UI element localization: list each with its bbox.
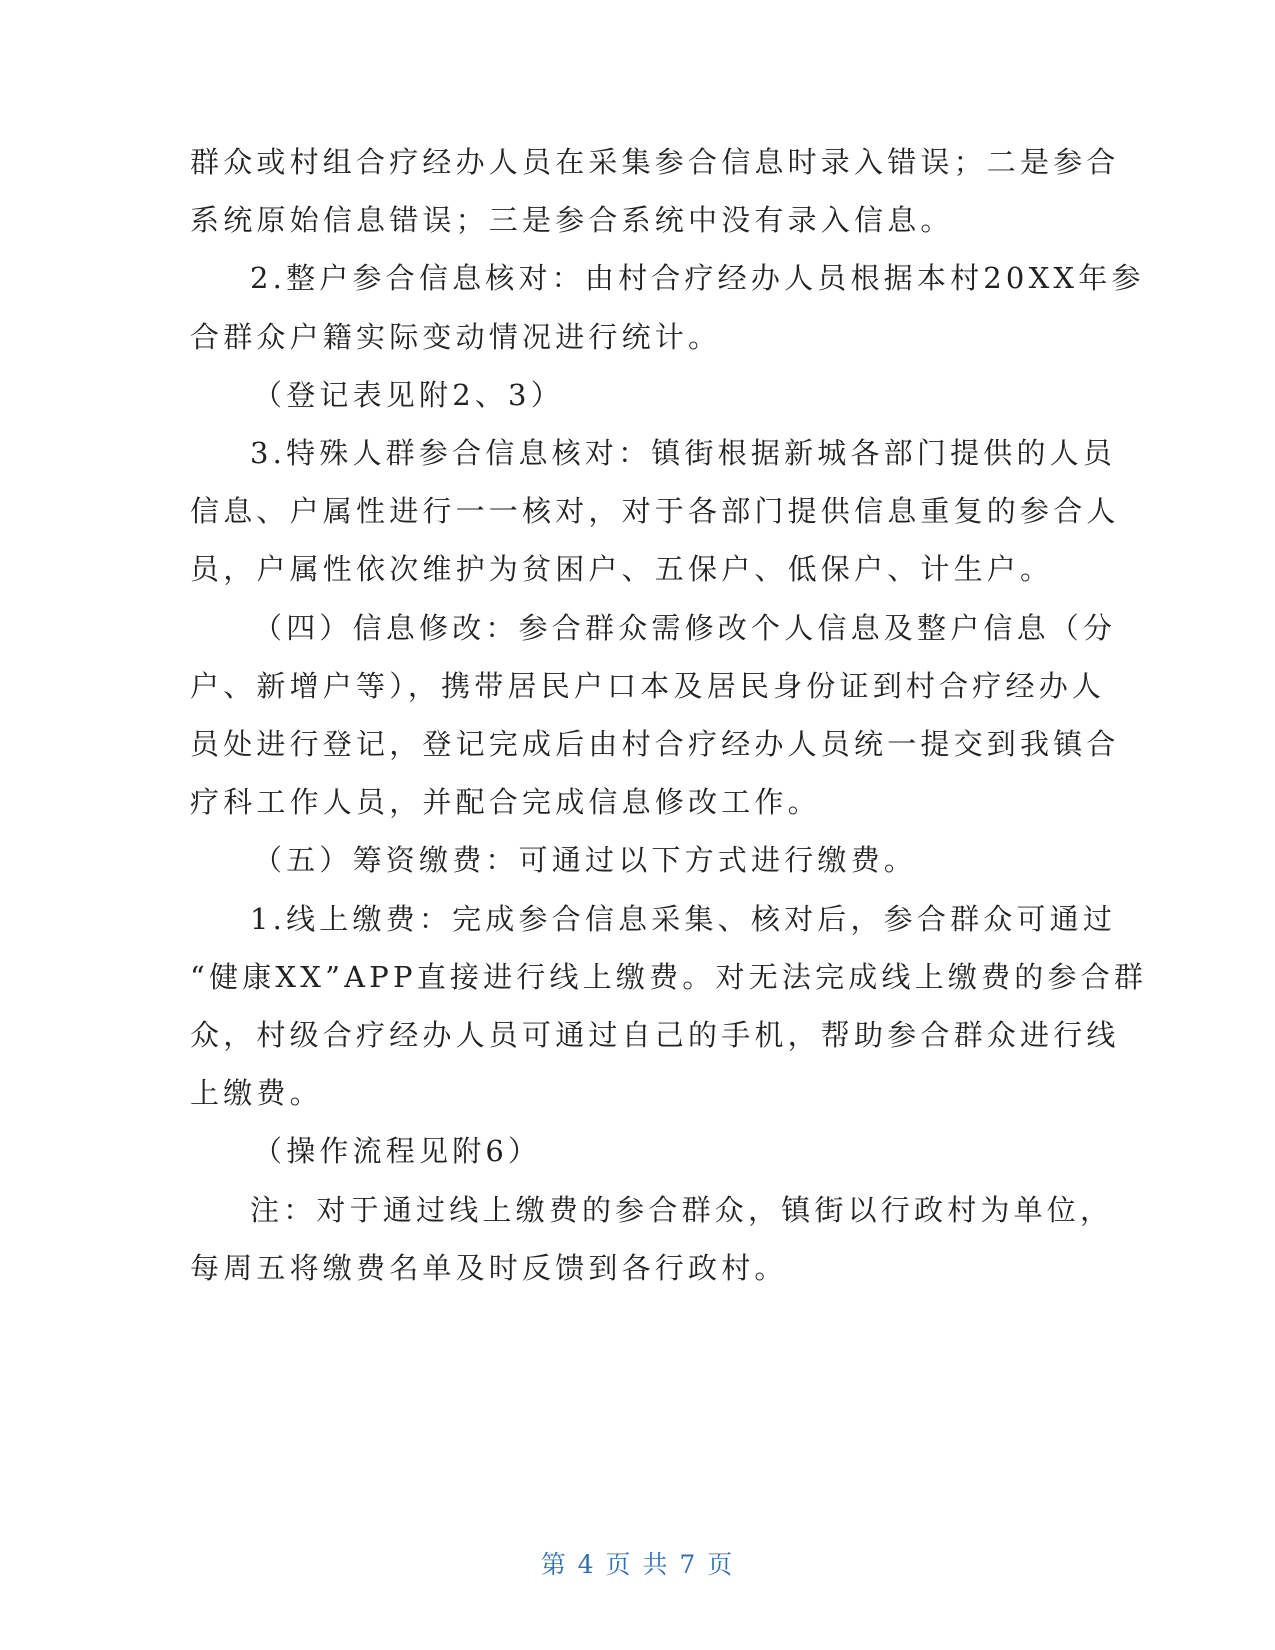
page-number-footer: 第 4 页 共 7 页	[540, 1550, 735, 1579]
text-line: 信息、户属性进行一一核对，对于各部门提供信息重复的参合人	[190, 494, 1120, 528]
text-line: 众，村级合疗经办人员可通过自己的手机，帮助参合群众进行线	[190, 1018, 1120, 1052]
text-line: 疗科工作人员，并配合完成信息修改工作。	[190, 785, 821, 819]
text-line: （四）信息修改：参合群众需修改个人信息及整户信息（分	[253, 611, 1117, 645]
text-line: 员，户属性依次维护为贫困户、五保户、低保户、计生户。	[190, 552, 1054, 586]
text-line: 员处进行登记，登记完成后由村合疗经办人员统一提交到我镇合	[190, 727, 1120, 761]
text-line: 注：对于通过线上缴费的参合群众，镇街以行政村为单位，	[250, 1193, 1114, 1227]
text-line: （五）筹资缴费：可通过以下方式进行缴费。	[253, 843, 918, 877]
text-line: “健康XX”APP直接进行线上缴费。对无法完成线上缴费的参合群	[190, 960, 1148, 994]
text-line: 上缴费。	[190, 1076, 323, 1110]
text-line: 合群众户籍实际变动情况进行统计。	[190, 320, 722, 354]
text-line: 群众或村组合疗经办人员在采集参合信息时录入错误；二是参合	[190, 145, 1120, 179]
text-line: （操作流程见附6）	[253, 1134, 542, 1168]
text-line: 3.特殊人群参合信息核对：镇街根据新城各部门提供的人员	[250, 436, 1117, 470]
text-line: 户、新增户等），携带居民户口本及居民身份证到村合疗经办人	[190, 669, 1106, 703]
text-line: 2.整户参合信息核对：由村合疗经办人员根据本村20XX年参	[250, 261, 1145, 295]
text-line: 每周五将缴费名单及时反馈到各行政村。	[190, 1251, 788, 1285]
text-line: （登记表见附2、3）	[253, 378, 564, 412]
text-line: 系统原始信息错误；三是参合系统中没有录入信息。	[190, 203, 954, 237]
text-line: 1.线上缴费：完成参合信息采集、核对后，参合群众可通过	[250, 902, 1117, 936]
